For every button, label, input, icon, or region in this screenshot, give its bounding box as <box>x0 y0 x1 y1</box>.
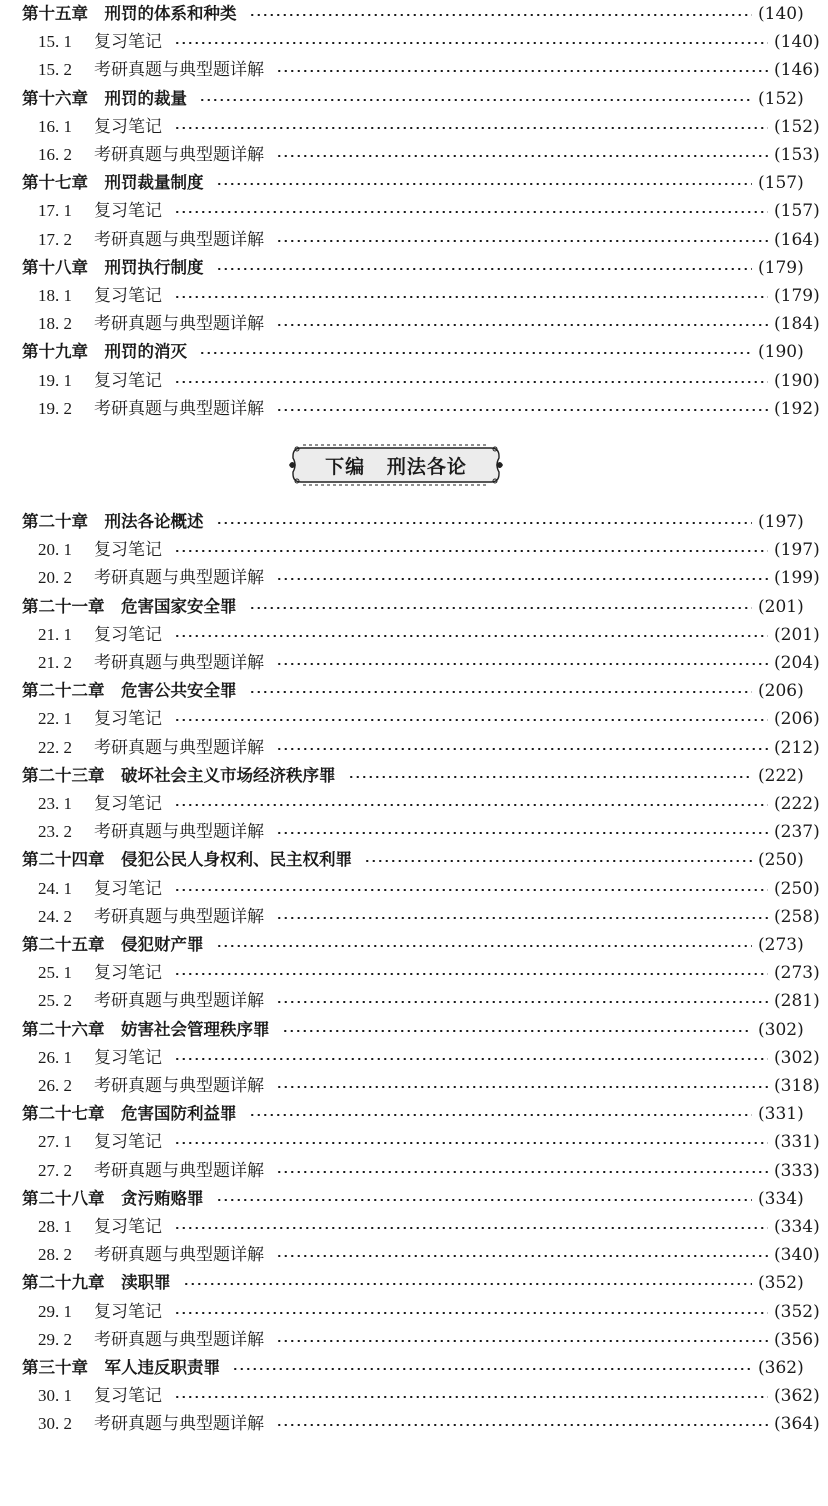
section-title: 考研真题与典型题详解 <box>94 906 264 927</box>
toc-chapter-row[interactable] <box>0 762 812 790</box>
chapter-title: 第二十七章 危害国防利益罪 <box>22 1104 237 1124</box>
section-title: 考研真题与典型题详解 <box>94 737 264 758</box>
dot-leader <box>199 352 752 354</box>
dot-leader <box>183 1283 753 1285</box>
section-title: 复习笔记 <box>94 1386 162 1407</box>
toc-chapter-row[interactable] <box>0 254 812 282</box>
part-banner-name: 刑法各论 <box>386 455 467 478</box>
page-number: (333) <box>774 1160 820 1181</box>
dot-leader <box>276 1424 768 1426</box>
toc-section-row[interactable] <box>0 734 828 762</box>
dot-leader <box>249 1114 753 1116</box>
toc-section-row[interactable] <box>0 1382 828 1410</box>
dot-leader <box>174 42 768 44</box>
page-number: (206) <box>774 709 820 730</box>
page-number: (273) <box>774 963 820 984</box>
section-number: 26. 2 <box>38 1076 72 1095</box>
section-title: 复习笔记 <box>94 286 162 306</box>
dot-leader <box>216 945 753 947</box>
page-number: (204) <box>774 653 820 673</box>
toc-section-row[interactable] <box>0 621 828 649</box>
dot-leader <box>276 324 768 326</box>
section-number: 22. 1 <box>38 709 72 729</box>
toc-section-row[interactable] <box>0 226 828 254</box>
page-number: (199) <box>774 568 820 589</box>
dot-leader <box>276 748 768 750</box>
section-number: 23. 2 <box>38 822 72 842</box>
page-number: (281) <box>774 991 820 1012</box>
chapter-title: 第二十五章 侵犯财产罪 <box>22 935 204 954</box>
section-title: 考研真题与典型题详解 <box>94 145 264 165</box>
toc-section-row[interactable] <box>0 1298 828 1326</box>
page-number: (184) <box>774 314 820 335</box>
section-number: 19. 2 <box>38 398 72 418</box>
dot-leader <box>216 183 753 185</box>
section-number: 22. 2 <box>38 737 72 757</box>
section-title: 复习笔记 <box>94 370 162 391</box>
toc-section-row[interactable] <box>0 310 828 338</box>
toc-section-row[interactable] <box>0 113 828 141</box>
section-title: 考研真题与典型题详解 <box>94 1414 264 1435</box>
toc-chapter-row[interactable] <box>0 677 812 705</box>
page-number: (331) <box>774 1132 820 1153</box>
chapter-title: 第十八章 刑罚执行制度 <box>22 257 204 277</box>
section-number: 28. 2 <box>38 1245 72 1265</box>
page-number: (273) <box>758 935 804 955</box>
page-number: (302) <box>758 1019 804 1040</box>
section-title: 考研真题与典型题详解 <box>94 398 264 419</box>
section-title: 考研真题与典型题详解 <box>94 314 264 335</box>
dot-leader <box>174 804 768 806</box>
toc-chapter-row[interactable] <box>0 0 812 28</box>
section-title: 复习笔记 <box>94 201 162 222</box>
dot-leader <box>276 70 768 72</box>
section-title: 复习笔记 <box>94 709 162 730</box>
page-number: (152) <box>774 116 820 137</box>
section-number: 15. 1 <box>38 32 72 52</box>
dot-leader <box>276 1001 768 1003</box>
section-number: 21. 2 <box>38 653 72 672</box>
chapter-title: 第二十六章 妨害社会管理秩序罪 <box>22 1019 270 1039</box>
toc-section-row[interactable] <box>0 903 828 931</box>
section-number: 21. 1 <box>38 624 72 644</box>
page-number: (212) <box>774 737 820 758</box>
page-number: (140) <box>758 4 804 24</box>
page-number: (258) <box>774 906 820 927</box>
page-number: (190) <box>774 370 820 391</box>
chapter-title: 第三十章 军人违反职责罪 <box>22 1358 220 1377</box>
dot-leader <box>174 973 768 975</box>
dot-leader <box>174 1058 768 1060</box>
toc-section-row[interactable] <box>0 959 828 987</box>
section-title: 复习笔记 <box>94 32 162 53</box>
section-number: 17. 1 <box>38 201 72 221</box>
dot-leader <box>276 663 768 665</box>
toc-chapter-row[interactable] <box>0 931 812 959</box>
dot-leader <box>249 14 753 16</box>
dot-leader <box>216 522 753 524</box>
dot-leader <box>276 240 768 242</box>
section-number: 27. 2 <box>38 1160 72 1180</box>
section-title: 复习笔记 <box>94 116 162 137</box>
page-number: (157) <box>774 201 820 222</box>
page-number: (153) <box>774 145 820 165</box>
toc-chapter-row[interactable] <box>0 1354 812 1382</box>
page-number: (146) <box>774 60 820 81</box>
section-number: 23. 1 <box>38 794 72 813</box>
section-title: 复习笔记 <box>94 1047 162 1068</box>
toc-chapter-row[interactable] <box>0 338 812 366</box>
section-number: 24. 2 <box>38 906 72 926</box>
page-number: (140) <box>774 32 820 53</box>
section-number: 18. 1 <box>38 286 72 305</box>
toc-section-row[interactable] <box>0 790 828 818</box>
page-number: (222) <box>774 794 820 814</box>
toc-section-row[interactable] <box>0 705 828 733</box>
chapter-title: 第二十三章 破坏社会主义市场经济秩序罪 <box>22 765 336 785</box>
toc-section-row[interactable] <box>0 987 828 1015</box>
toc-section-row[interactable] <box>0 367 828 395</box>
section-number: 17. 2 <box>38 229 72 249</box>
toc-section-row[interactable] <box>0 56 828 84</box>
section-title: 考研真题与典型题详解 <box>94 822 264 843</box>
toc-chapter-row[interactable] <box>0 85 812 113</box>
section-number: 16. 2 <box>38 145 72 164</box>
section-number: 20. 2 <box>38 568 72 588</box>
dot-leader <box>174 381 768 383</box>
chapter-title: 第十六章 刑罚的裁量 <box>22 88 187 108</box>
chapter-title: 第十七章 刑罚裁量制度 <box>22 173 204 193</box>
dot-leader <box>348 776 753 778</box>
dot-leader <box>276 1171 768 1173</box>
toc-section-row[interactable] <box>0 1410 828 1438</box>
toc-chapter-row[interactable] <box>0 1016 812 1044</box>
chapter-title: 第二十二章 危害公共安全罪 <box>22 681 237 701</box>
page-number: (356) <box>774 1329 820 1350</box>
dot-leader <box>232 1368 752 1370</box>
section-title: 考研真题与典型题详解 <box>94 653 264 673</box>
page-number: (318) <box>774 1076 820 1096</box>
section-number: 24. 1 <box>38 878 72 898</box>
page-number: (197) <box>758 512 804 532</box>
dot-leader <box>174 550 768 552</box>
dot-leader <box>174 889 768 891</box>
dot-leader <box>276 1340 768 1342</box>
dot-leader <box>276 832 768 834</box>
page-number: (192) <box>774 398 820 419</box>
section-title: 考研真题与典型题详解 <box>94 1245 264 1266</box>
toc-section-row[interactable] <box>0 1072 828 1100</box>
page-number: (352) <box>758 1273 804 1294</box>
chapter-title: 第十九章 刑罚的消灭 <box>22 342 187 362</box>
page-number: (190) <box>758 342 804 363</box>
page-number: (179) <box>758 257 804 278</box>
toc-section-row[interactable] <box>0 649 828 677</box>
dot-leader <box>249 691 753 693</box>
dot-leader <box>174 1396 768 1398</box>
section-number: 30. 2 <box>38 1414 72 1434</box>
section-title: 复习笔记 <box>94 624 162 645</box>
section-title: 考研真题与典型题详解 <box>94 568 264 589</box>
dot-leader <box>276 1255 768 1257</box>
page-number: (152) <box>758 88 804 109</box>
dot-leader <box>276 409 768 411</box>
dot-leader <box>276 917 768 919</box>
page-number: (197) <box>774 540 820 561</box>
section-title: 考研真题与典型题详解 <box>94 1160 264 1181</box>
section-title: 复习笔记 <box>94 878 162 899</box>
section-title: 考研真题与典型题详解 <box>94 229 264 250</box>
dot-leader <box>174 1227 768 1229</box>
chapter-title: 第二十一章 危害国家安全罪 <box>22 596 237 616</box>
page-number: (250) <box>758 850 804 871</box>
toc-section-row[interactable] <box>0 818 828 846</box>
page-number: (201) <box>774 624 820 645</box>
chapter-title: 第二十九章 渎职罪 <box>22 1273 171 1293</box>
section-title: 考研真题与典型题详解 <box>94 1329 264 1350</box>
toc-section-row[interactable] <box>0 282 828 310</box>
page-number: (352) <box>774 1301 820 1322</box>
section-title: 考研真题与典型题详解 <box>94 991 264 1012</box>
chapter-title: 第二十章 刑法各论概述 <box>22 512 204 531</box>
toc-section-row[interactable] <box>0 1157 828 1185</box>
section-number: 28. 1 <box>38 1217 72 1236</box>
dot-leader <box>174 1312 768 1314</box>
part-banner <box>287 440 505 490</box>
section-title: 复习笔记 <box>94 794 162 814</box>
page-number: (206) <box>758 681 804 702</box>
section-number: 15. 2 <box>38 60 72 80</box>
dot-leader <box>174 719 768 721</box>
section-number: 30. 1 <box>38 1386 72 1406</box>
section-title: 复习笔记 <box>94 1301 162 1322</box>
dot-leader <box>276 1086 768 1088</box>
toc-section-row[interactable] <box>0 141 828 169</box>
page-number: (362) <box>758 1358 804 1378</box>
dot-leader <box>174 1142 768 1144</box>
toc-section-row[interactable] <box>0 1241 828 1269</box>
section-number: 19. 1 <box>38 370 72 390</box>
toc-section-row[interactable] <box>0 28 828 56</box>
section-title: 考研真题与典型题详解 <box>94 1076 264 1096</box>
toc-chapter-row[interactable] <box>0 508 812 536</box>
page-number: (334) <box>758 1188 804 1209</box>
toc-section-row[interactable] <box>0 1326 828 1354</box>
section-number: 29. 2 <box>38 1329 72 1349</box>
toc-chapter-row[interactable] <box>0 846 812 874</box>
toc-chapter-row[interactable] <box>0 593 812 621</box>
page-number: (222) <box>758 765 804 786</box>
toc-section-row[interactable] <box>0 564 828 592</box>
page-number: (164) <box>774 229 820 250</box>
page-number: (334) <box>774 1217 820 1237</box>
chapter-title: 第二十八章 贪污贿赂罪 <box>22 1188 204 1208</box>
dot-leader <box>174 211 768 213</box>
page-number: (302) <box>774 1047 820 1068</box>
toc-section-row[interactable] <box>0 536 828 564</box>
section-title: 复习笔记 <box>94 540 162 561</box>
dot-leader <box>216 1199 753 1201</box>
dot-leader <box>249 607 753 609</box>
toc-section-row[interactable] <box>0 1128 828 1156</box>
section-number: 29. 1 <box>38 1301 72 1321</box>
section-number: 26. 1 <box>38 1047 72 1067</box>
toc-section-row[interactable] <box>0 197 828 225</box>
section-number: 25. 2 <box>38 991 72 1011</box>
dot-leader <box>276 155 768 157</box>
page-number: (179) <box>774 286 820 306</box>
chapter-title: 第十五章 刑罚的体系和种类 <box>22 4 237 23</box>
section-number: 16. 1 <box>38 116 72 136</box>
dot-leader <box>174 296 768 298</box>
section-number: 27. 1 <box>38 1132 72 1152</box>
section-title: 复习笔记 <box>94 963 162 984</box>
dot-leader <box>174 635 768 637</box>
section-title: 复习笔记 <box>94 1132 162 1153</box>
part-banner-part: 下编 <box>325 455 366 478</box>
toc-chapter-row[interactable] <box>0 169 812 197</box>
dot-leader <box>216 268 753 270</box>
section-title: 复习笔记 <box>94 1217 162 1237</box>
section-title: 考研真题与典型题详解 <box>94 60 264 81</box>
part-banner-label <box>325 452 467 479</box>
dot-leader <box>199 99 752 101</box>
page-number: (237) <box>774 822 820 843</box>
dot-leader <box>364 860 752 862</box>
toc-chapter-row[interactable] <box>0 1100 812 1128</box>
dot-leader <box>174 127 768 129</box>
toc-chapter-row[interactable] <box>0 1185 812 1213</box>
toc-section-row[interactable] <box>0 1213 828 1241</box>
page-number: (157) <box>758 173 804 194</box>
toc-chapter-row[interactable] <box>0 1269 812 1297</box>
chapter-title: 第二十四章 侵犯公民人身权利、民主权利罪 <box>22 850 352 870</box>
section-number: 20. 1 <box>38 540 72 560</box>
page-number: (340) <box>774 1245 820 1266</box>
page-number: (250) <box>774 878 820 899</box>
page-number: (331) <box>758 1104 804 1125</box>
toc-section-row[interactable] <box>0 875 828 903</box>
toc-section-row[interactable] <box>0 395 828 423</box>
section-number: 18. 2 <box>38 314 72 334</box>
page-number: (201) <box>758 596 804 617</box>
dot-leader <box>276 578 768 580</box>
toc-section-row[interactable] <box>0 1044 828 1072</box>
section-number: 25. 1 <box>38 963 72 983</box>
page-number: (362) <box>774 1386 820 1407</box>
page-number: (364) <box>774 1414 820 1435</box>
dot-leader <box>282 1030 753 1032</box>
